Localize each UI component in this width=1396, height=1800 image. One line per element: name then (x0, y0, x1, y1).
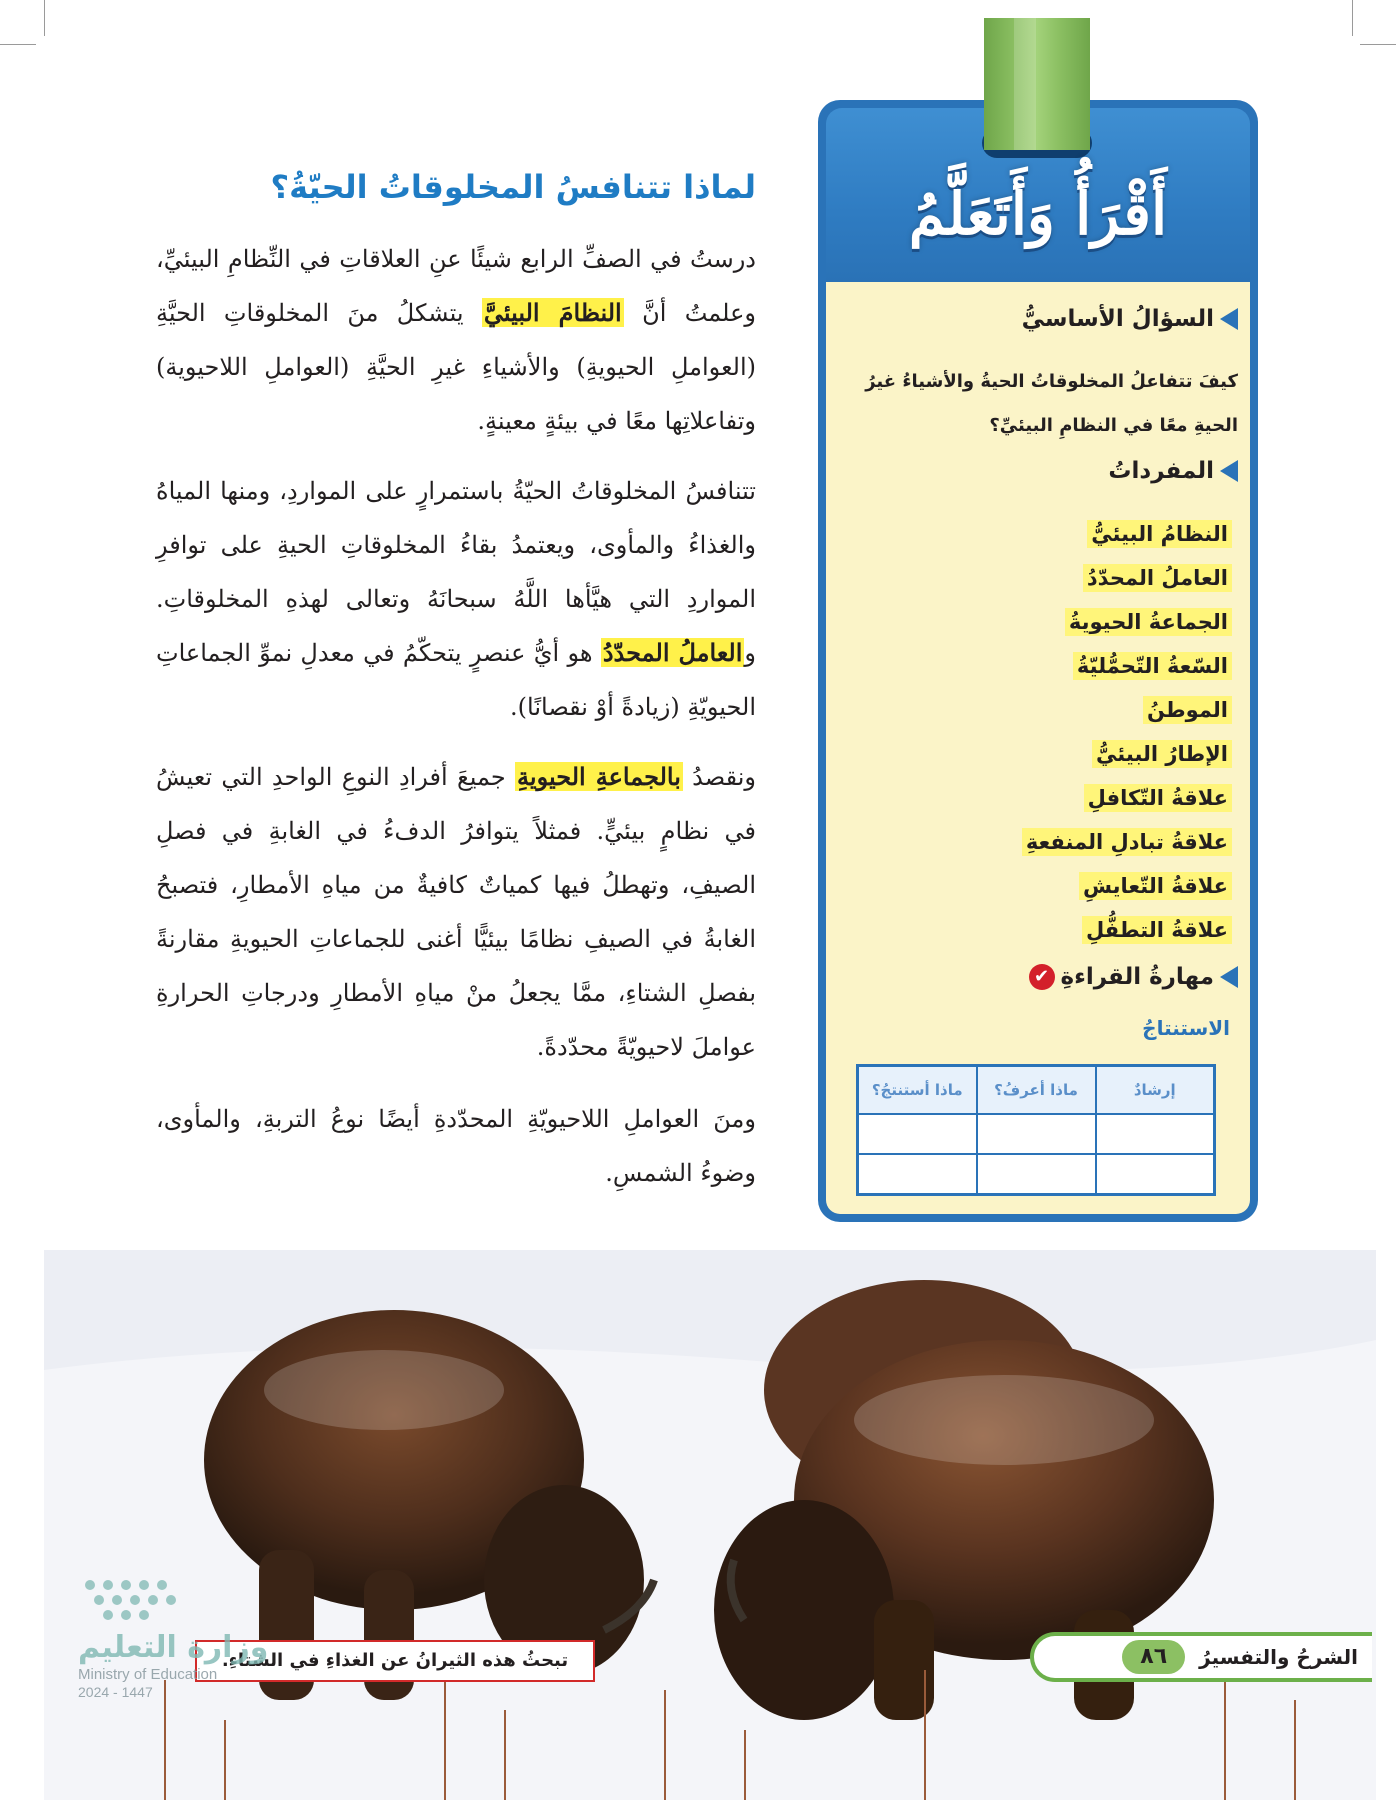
highlighted-term: النظامَ البيئيَّ (483, 298, 622, 327)
vocab-item: الموطنُ (1022, 688, 1232, 732)
paragraph-4: ومنَ العواملِ اللاحيويّةِ المحدّدةِ أيضًا نوعُ التربةِ، والمأوى، وضوءُ الشمسِ. (156, 1105, 756, 1187)
vocabulary-heading-label: المفرداتُ (1108, 458, 1214, 484)
vocab-item: النظامُ البيئيُّ (1022, 512, 1232, 556)
page-footer (1030, 1632, 1372, 1682)
vocabulary-list (1022, 512, 1232, 952)
vocab-item: علاقةُ التّعايشِ (1022, 864, 1232, 908)
vocab-item: علاقةُ تبادلِ المنفعةِ (1022, 820, 1232, 864)
triangle-bullet-icon (1220, 308, 1238, 330)
vocab-item: العاملُ المحدّدُ (1022, 556, 1232, 600)
sidebar-title: أَقْرَأُ وَأَتَعَلَّمُ (908, 180, 1168, 248)
section-heading: لماذا تتنافسُ المخلوقاتُ الحيّةُ؟ (270, 168, 756, 206)
reading-skill-name: الاستنتاجُ (1142, 1016, 1230, 1040)
table-cell (1096, 1154, 1215, 1195)
crop-mark (0, 44, 36, 45)
triangle-bullet-icon (1220, 966, 1238, 988)
highlighted-term: العاملُ المحدّدُ (602, 638, 743, 667)
table-cell (1096, 1114, 1215, 1154)
ministry-year: 2024 - 1447 (78, 1684, 153, 1700)
ministry-name-english: Ministry of Education (78, 1666, 218, 1683)
reading-skill-heading-label: مهارةُ القراءةِ (1060, 964, 1214, 990)
page-number: ٨٦ (1122, 1640, 1185, 1674)
highlighted-term: بالجماعةِ الحيويةِ (517, 762, 681, 791)
vocabulary-heading (1108, 458, 1238, 484)
essential-question-heading (1022, 306, 1238, 332)
bison-photo (44, 1250, 1376, 1800)
triangle-bullet-icon (1220, 460, 1238, 482)
essential-question-text: كيفَ تتفاعلُ المخلوقاتُ الحيةُ والأشياءُ غيرُ الحيةِ معًا في النظامِ البيئيِّ؟ (865, 371, 1238, 436)
table-cell (858, 1114, 977, 1154)
reading-skill-heading (1025, 964, 1239, 990)
crop-mark (1352, 0, 1353, 36)
table-header: ماذا أستنتجُ؟ (858, 1066, 977, 1115)
table-row (858, 1114, 1215, 1154)
vocab-item: علاقةُ التطفُّلِ (1022, 908, 1232, 952)
paragraph-1: درستُ في الصفِّ الرابع شيئًا عنِ العلاقاتِ في النِّظامِ البيئيِّ، وعلمتُ أنَّ النظامَ البيئيَّ يتشكلُ منَ المخلوقاتِ الحيَّةِ (العواملِ الحيويةِ) والأشياءِ غيرِ الحيَّةِ (العواملِ اللاحيوية) وتفاعلاتِها معًا في بيئةٍ معينةٍ. (156, 245, 756, 435)
table-cell (977, 1154, 1096, 1195)
table-header: ماذا أعرفُ؟ (977, 1066, 1096, 1115)
vocab-item: علاقةُ التّكافلِ (1022, 776, 1232, 820)
table-cell (858, 1154, 977, 1195)
crop-mark (44, 0, 45, 36)
section-label: الشرحُ والتفسيرُ (1199, 1645, 1358, 1669)
bison-illustration (44, 1250, 1376, 1800)
inference-table (856, 1064, 1216, 1196)
crop-mark (1360, 44, 1396, 45)
vocab-item: الجماعةُ الحيويةُ (1022, 600, 1232, 644)
photo-caption: تبحثُ هذه الثيرانُ عن الغذاءِ في الشتاءِ. (195, 1640, 595, 1682)
checkmark-icon: ✔ (1029, 964, 1055, 990)
table-header: إرشادٌ (1096, 1066, 1215, 1115)
bookmark-ribbon (984, 18, 1090, 150)
essential-question-heading-label: السؤالُ الأساسيُّ (1021, 306, 1214, 332)
vocab-item: السّعةُ التّحمُّليّةُ (1022, 644, 1232, 688)
table-cell (977, 1114, 1096, 1154)
paragraph-3: ونقصدُ بالجماعةِ الحيويةِ جميعَ أفرادِ النوعِ الواحدِ التي تعيشُ في نظامٍ بيئيٍّ. فمثلاً يتوافرُ الدفءُ في الغابةِ في فصلِ الصيفِ، وتهطلُ فيها كمياتٌ كافيةٌ من مياهِ الأمطارِ، فتصبحُ الغابةُ في الصيفِ نظامًا بيئيًّا أغنى للجماعاتِ الحيويةِ مقارنةً بفصلِ الشتاءِ، ممَّا يجعلُ منْ مياهِ الأمطارِ ودرجاتِ الحرارةِ عواملَ لاحيويّةً محدّدةً. (156, 762, 756, 1061)
ministry-name-arabic: وزارة التعليم (78, 1630, 269, 1665)
vocab-item: الإطارُ البيئيُّ (1022, 732, 1232, 776)
paragraph-2: تتنافسُ المخلوقاتُ الحيّةُ باستمرارٍ على المواردِ، ومنها المياهُ والغذاءُ والمأوى، ويعتمدُ بقاءُ المخلوقاتِ الحيةِ على توافرِ المواردِ التي هيَّأها اللَّهُ سبحانَهُ وتعالى لهذهِ المخلوقاتِ. والعاملُ المحدّدُ هو أيُّ عنصرٍ يتحكّمُ في معدلِ نموِّ الجماعاتِ الحيويّةِ (زيادةً أوْ نقصانًا). (156, 477, 757, 721)
table-row (858, 1154, 1215, 1195)
